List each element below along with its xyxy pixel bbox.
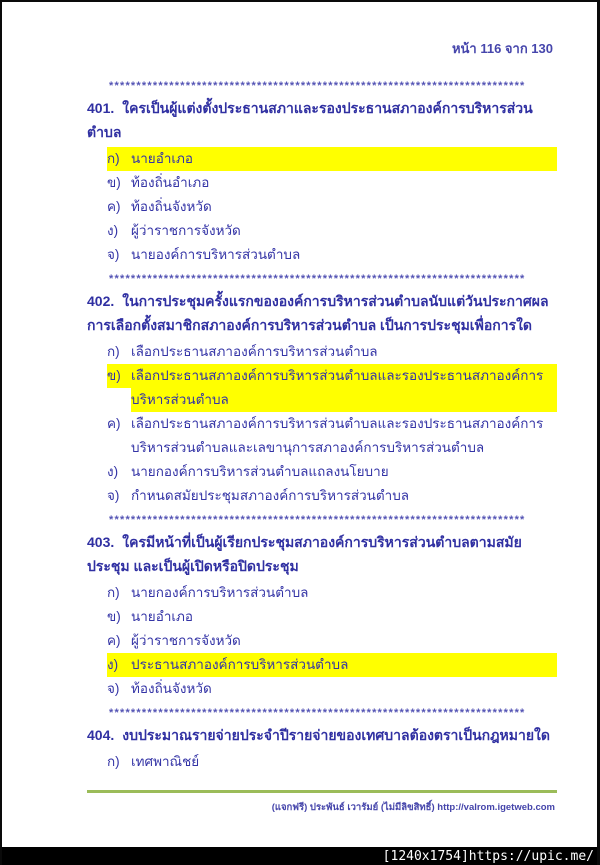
choice-text: ผู้ว่าราชการจังหวัด [131, 223, 241, 238]
choices-list [87, 147, 557, 267]
choice-row [87, 605, 557, 629]
question-401 [87, 96, 557, 267]
choice-text: ผู้ว่าราชการจังหวัด [131, 633, 241, 648]
question-text: ใครเป็นผู้แต่งตั้งประธานสภาและรองประธานสภาองค์การบริหารส่วนตำบล [87, 100, 533, 140]
choice-text: ท้องถิ่นจังหวัด [131, 681, 212, 696]
choice-label: ก) [107, 754, 120, 769]
choice-label: ค) [107, 199, 121, 214]
choice-row [87, 364, 557, 412]
question-text: ใครมีหน้าที่เป็นผู้เรียกประชุมสภาองค์การบริหารส่วนตำบลตามสมัยประชุม และเป็นผู้เปิดหรือปิดประชุม [87, 534, 522, 574]
watermark-text: [1240x1754]https://upic.me/ [382, 849, 594, 864]
question-text: งบประมาณรายจ่ายประจำปีรายจ่ายของเทศบาลต้องตราเป็นกฎหมายใด [122, 727, 550, 743]
question-number: 403. [87, 534, 115, 550]
choices-list [87, 581, 557, 701]
question-number: 401. [87, 100, 115, 116]
question-title [87, 530, 557, 578]
question-title [87, 96, 557, 144]
choice-row [87, 581, 557, 605]
choice-text: เทศพาณิชย์ [131, 754, 200, 769]
question-number: 402. [87, 293, 115, 309]
question-403 [87, 530, 557, 701]
question-text: ในการประชุมครั้งแรกขององค์การบริหารส่วนตำบลนับแต่วันประกาศผลการเลือกตั้งสมาชิกสภาองค์การบริหารส่วนตำบล เป็นการประชุมเพื่อการใด [87, 293, 549, 333]
asterisk-separator: **************************************************************************** [109, 273, 526, 285]
choice-row [87, 484, 557, 508]
choice-label: จ) [107, 488, 120, 503]
choice-text: นายองค์การบริหารส่วนตำบล [131, 247, 301, 262]
asterisk-separator: **************************************************************************** [109, 80, 526, 92]
choice-row [87, 340, 557, 364]
choice-text: เลือกประธานสภาองค์การบริหารส่วนตำบลและรองประธานสภาองค์การบริหารส่วนตำบล [131, 364, 557, 412]
choices-list [87, 340, 557, 508]
page-number: หน้า 116 จาก 130 [451, 41, 553, 56]
choice-text: นายกองค์การบริหารส่วนตำบลแถลงนโยบาย [131, 464, 389, 479]
choice-text: นายอำเภอ [131, 609, 194, 624]
choice-label: ง) [107, 464, 119, 479]
footer-divider [87, 790, 557, 793]
question-title [87, 289, 557, 337]
choice-label: ข) [107, 609, 121, 624]
choice-label: ง) [107, 223, 119, 238]
choice-row [87, 147, 557, 171]
choice-text: ประธานสภาองค์การบริหารส่วนตำบล [131, 653, 557, 677]
question-404 [87, 723, 557, 774]
choice-row [87, 195, 557, 219]
choice-row [87, 412, 557, 460]
choice-row [87, 171, 557, 195]
choice-label: จ) [107, 247, 120, 262]
footer-credit: (แจกฟรี) ประพันธ์ เวารัมย์ (ไม่มีลิขสิทธิ์) http://valrom.igetweb.com [271, 802, 555, 813]
watermark-bar [2, 847, 597, 865]
question-number: 404. [87, 727, 115, 743]
choice-text: กำหนดสมัยประชุมสภาองค์การบริหารส่วนตำบล [131, 488, 410, 503]
choice-row [87, 629, 557, 653]
choice-row [87, 750, 557, 774]
asterisk-separator: **************************************************************************** [109, 707, 526, 719]
choice-label: ง) [107, 653, 131, 677]
asterisk-separator: **************************************************************************** [109, 514, 526, 526]
choice-row [87, 460, 557, 484]
choice-label: ก) [107, 344, 120, 359]
choice-text: ท้องถิ่นอำเภอ [131, 175, 210, 190]
choice-label: ก) [107, 585, 120, 600]
choice-row [87, 677, 557, 701]
choice-text: นายอำเภอ [131, 147, 557, 171]
choice-label: ค) [107, 633, 121, 648]
question-title [87, 723, 557, 747]
choice-row [87, 243, 557, 267]
choices-list [87, 750, 557, 774]
choice-row [87, 219, 557, 243]
page-content [87, 74, 557, 776]
choice-label: ข) [107, 364, 131, 388]
choice-label: ค) [107, 416, 121, 431]
question-402 [87, 289, 557, 508]
choice-text: ท้องถิ่นจังหวัด [131, 199, 212, 214]
choice-text: เลือกประธานสภาองค์การบริหารส่วนตำบลและรองประธานสภาองค์การบริหารส่วนตำบลและเลขานุการสภาองค์การบริหารส่วนตำบล [131, 416, 544, 455]
choice-row [87, 653, 557, 677]
choice-label: ข) [107, 175, 121, 190]
choice-text: เลือกประธานสภาองค์การบริหารส่วนตำบล [131, 344, 378, 359]
choice-label: ก) [107, 147, 131, 171]
choice-text: นายกองค์การบริหารส่วนตำบล [131, 585, 309, 600]
choice-label: จ) [107, 681, 120, 696]
